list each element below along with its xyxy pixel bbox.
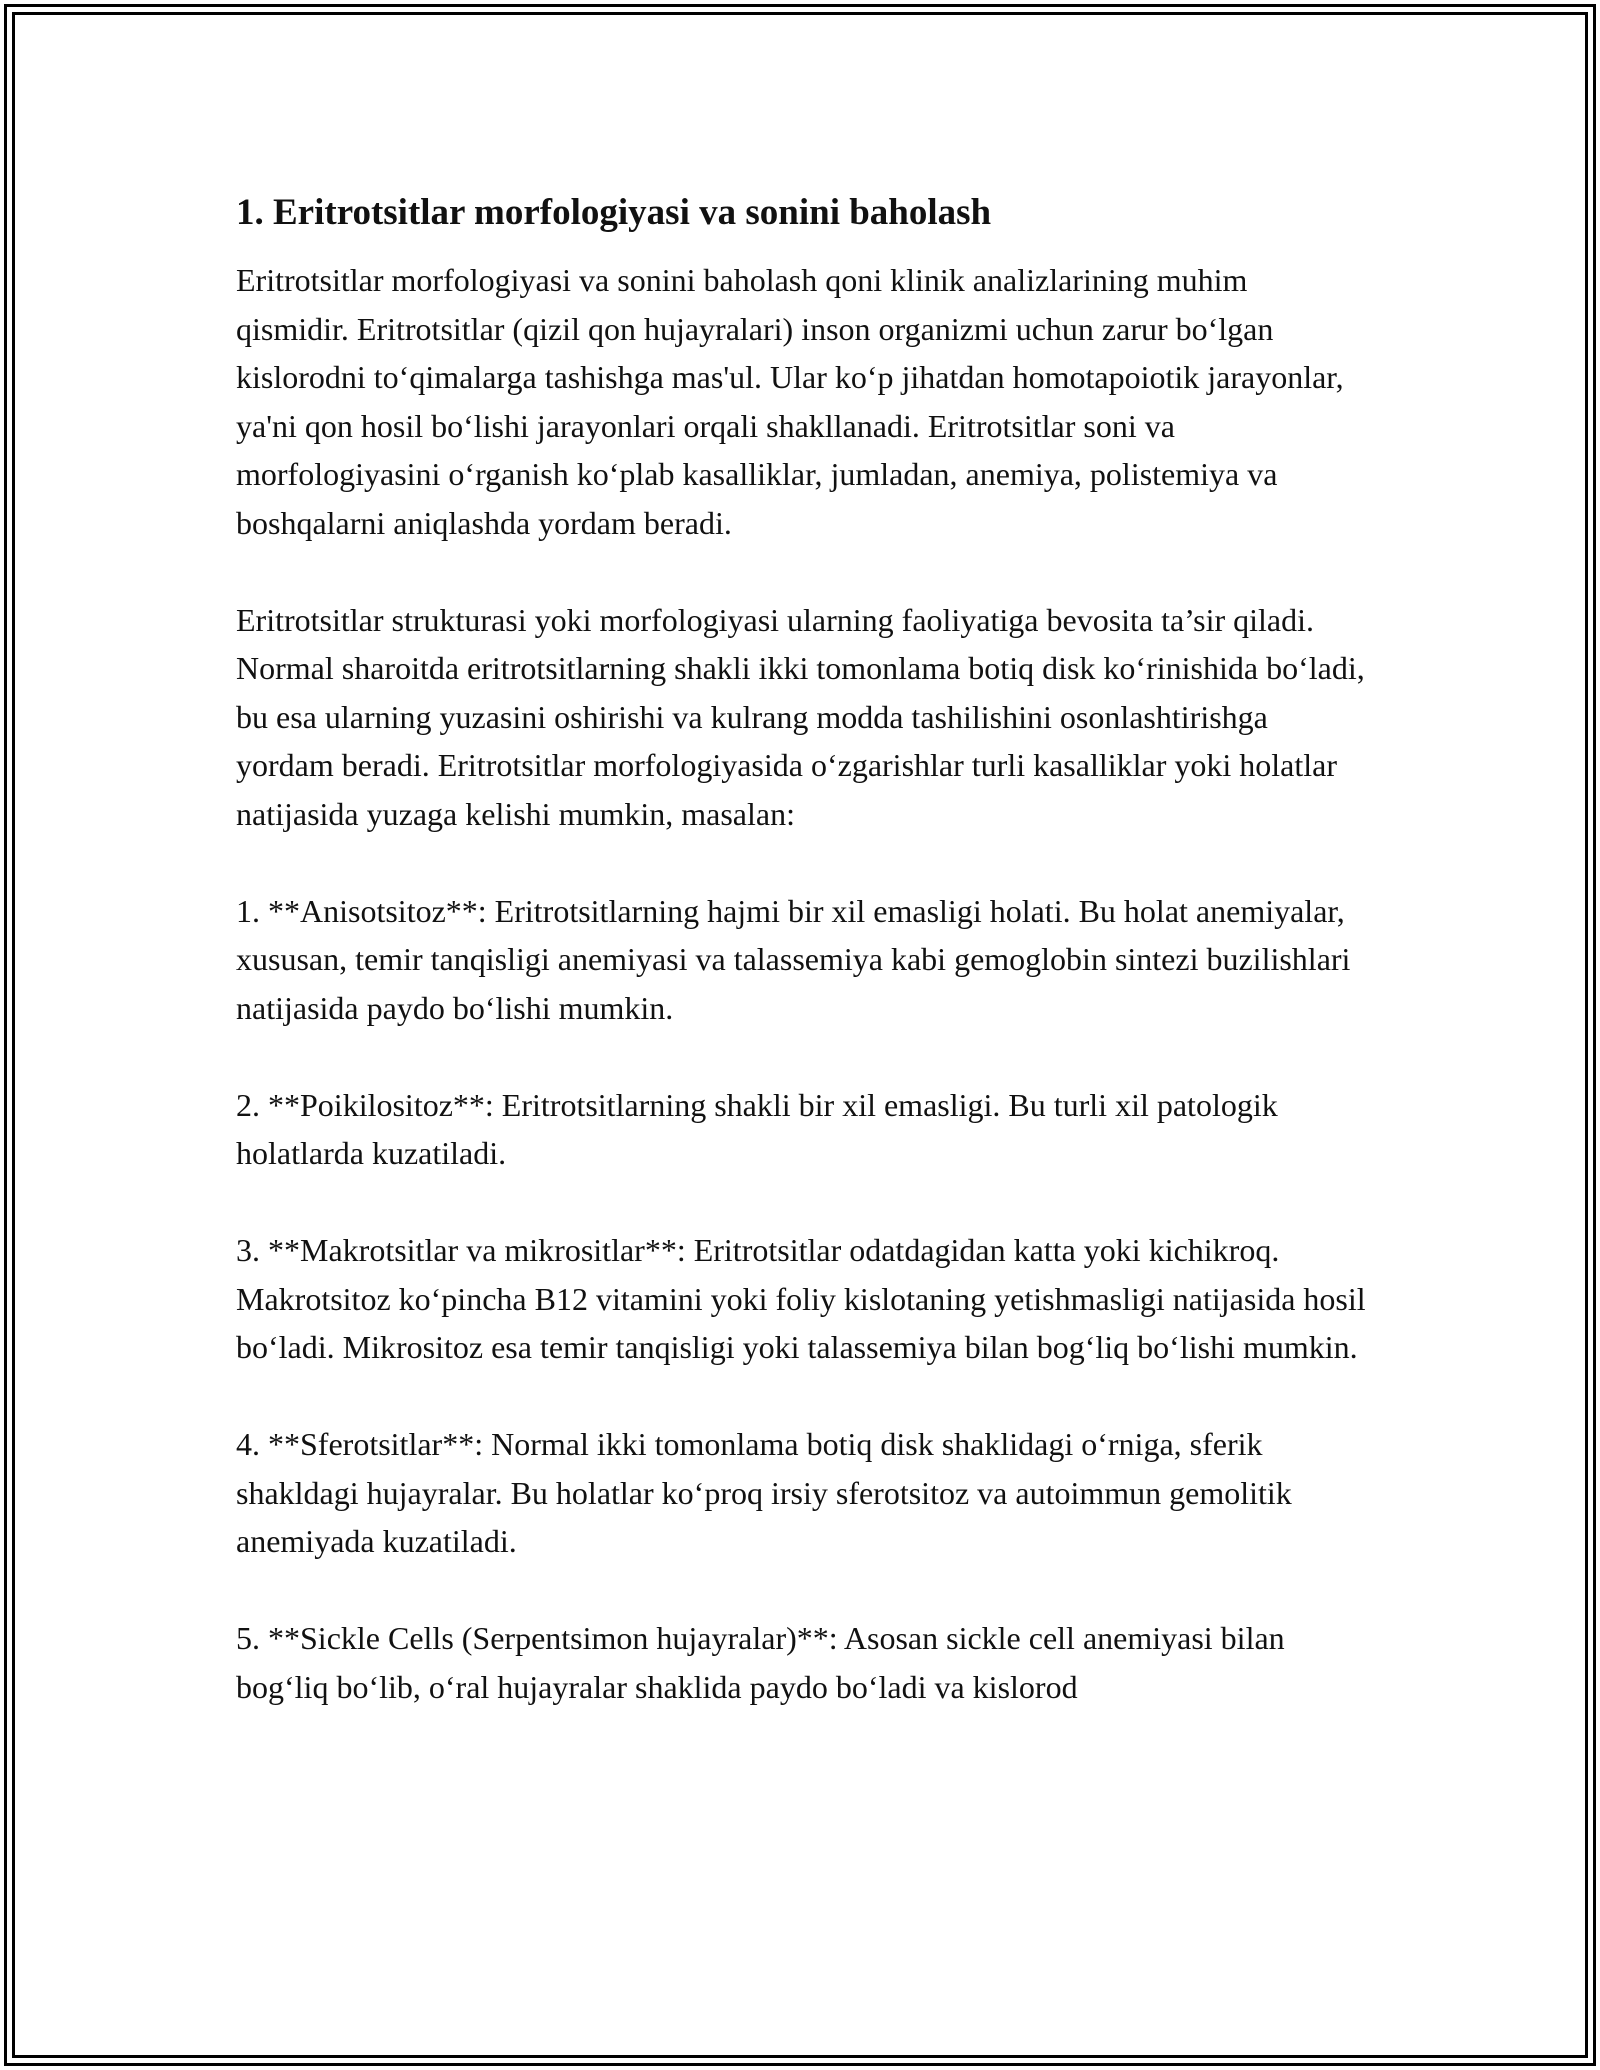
list-item-sferotsitlar: 4. **Sferotsitlar**: Normal ikki tomonlama botiq disk shaklidagi o‘rniga, sferik shakldagi hujayralar. Bu holatlar ko‘proq irsiy sferotsitoz va autoimmun gemolitik anemiyada kuzatiladi. xyxy=(236,1426,1292,1559)
list-item-anisotsitoz: 1. **Anisotsitoz**: Eritrotsitlarning hajmi bir xil emasligi holati. Bu holat anemiyalar, xususan, temir tanqisligi anemiyasi va talassemiya kabi gemoglobin sintezi buzilishlari natijasida paydo bo‘lishi mumkin. xyxy=(236,892,1351,1026)
document-body xyxy=(236,183,1366,1760)
list-item-makrotsitlar: 3. **Makrotsitlar va mikrositlar**: Eritrotsitlar odatdagidan katta yoki kichikroq. Makrotsitoz ko‘pincha B12 vitamini yoki foliy kislotaning yetishmasligi natijasida hosil bo‘ladi. Mikrositoz esa temir tanqisligi yoki talassemiya bilan bog‘liq bo‘lishi mumkin. xyxy=(236,1232,1366,1365)
paragraph-morphology: Eritrotsitlar strukturasi yoki morfologiyasi ularning faoliyatiga bevosita ta’sir qiladi. Normal sharoitda eritrotsitlarning shakli ikki tomonlama botiq disk ko‘rinishida bo‘ladi, bu esa ularning yuzasini oshirishi va kulrang modda tashilishini osonlashtirishga yordam beradi. Eritrotsitlar morfologiyasida o‘zgarishlar turli kasalliklar yoki holatlar natijasida yuzaga kelishi mumkin, masalan: xyxy=(236,601,1365,832)
list-item-poikilositoz: 2. **Poikilositoz**: Eritrotsitlarning shakli bir xil emasligi. Bu turli xil patologik holatlarda kuzatiladi. xyxy=(236,1086,1278,1171)
section-heading: 1. Eritrotsitlar morfologiyasi va sonini baholash xyxy=(236,192,992,233)
list-item-sickle-cells: 5. **Sickle Cells (Serpentsimon hujayralar)**: Asosan sickle cell anemiyasi bilan bog‘liq bo‘lib, o‘ral hujayralar shaklida paydo bo‘ladi va kislorod xyxy=(236,1620,1285,1705)
paragraph-intro: Eritrotsitlar morfologiyasi va sonini baholash qoni klinik analizlarining muhim qismidir. Eritrotsitlar (qizil qon hujayralari) inson organizmi uchun zarur bo‘lgan kislorodni to‘qimalarga tashishga mas'ul. Ular ko‘p jihatdan homotapoiotik jarayonlar, ya'ni qon hosil bo‘lishi jarayonlari orqali shakllanadi. Eritrotsitlar soni va morfologiyasini o‘rganish ko‘plab kasalliklar, jumladan, anemiya, polistemiya va boshqalarni aniqlashda yordam beradi. xyxy=(236,262,1344,541)
